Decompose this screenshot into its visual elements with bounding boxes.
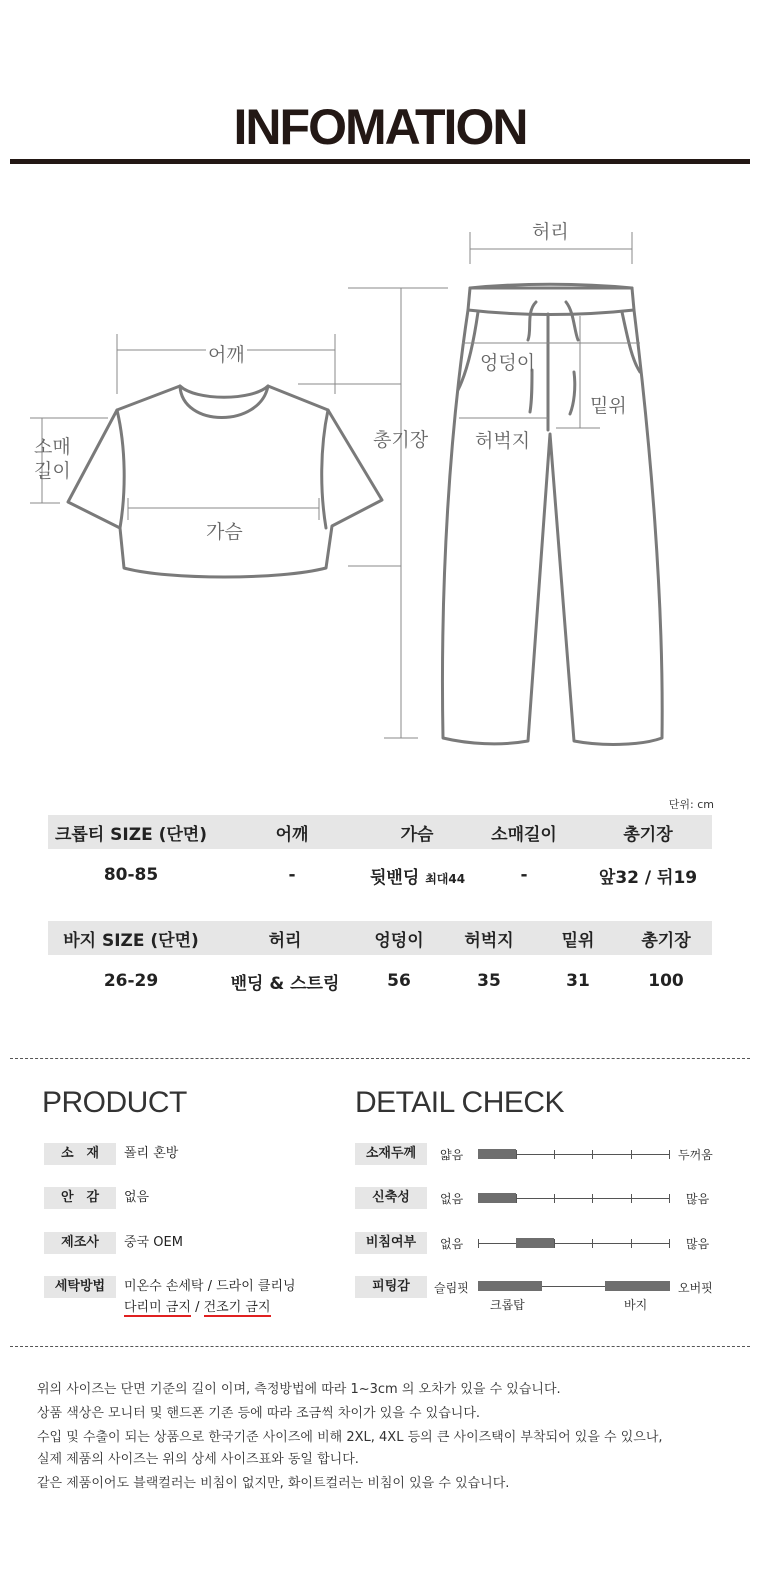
table-header-cell: 바지 SIZE (단면) [48, 921, 214, 955]
washing-warnings [124, 1297, 271, 1318]
lining-value: 없음 [124, 1190, 150, 1205]
thickness-right-label: 두꺼움 [678, 1148, 713, 1162]
fit-right-label: 오버핏 [678, 1281, 713, 1295]
see-through-right-label: 많음 [686, 1237, 710, 1251]
table-header-row [48, 815, 712, 849]
fit-crop-top-indicator [478, 1281, 542, 1291]
note-line: 위의 사이즈는 단면 기준의 길이 이며, 측정방법에 따라 1~3cm 의 오차가 있을 수 있습니다. [37, 1382, 561, 1397]
scale-tick [631, 1239, 632, 1248]
washing-key: 세탁방법 [44, 1276, 116, 1298]
see-through-indicator [516, 1238, 554, 1248]
scale-tick [669, 1239, 670, 1248]
size-cell: 80-85 [103, 865, 159, 885]
table-header-row [48, 921, 712, 955]
sleeve-length-label-line1: 소매 [34, 436, 71, 458]
washing-value: 미온수 손세탁 / 드라이 클리닝 [124, 1279, 296, 1294]
chest-cell [370, 849, 464, 901]
chest-label: 가슴 [206, 521, 243, 543]
crop-tee-left-armhole [117, 410, 124, 528]
fit-pants-indicator [605, 1281, 670, 1291]
note-line: 같은 제품이어도 블랙컬러는 비침이 없지만, 화이트컬러는 비침이 있을 수 있습니다. [37, 1476, 510, 1491]
page-title: INFOMATION [233, 99, 527, 155]
manufacturer-key: 제조사 [44, 1232, 116, 1254]
scale-tick [669, 1150, 670, 1159]
hip-label: 엉덩이 [480, 352, 536, 374]
scale-tick [554, 1150, 555, 1159]
table-header-cell: 밑위 [536, 921, 620, 955]
pants-string-right [566, 302, 578, 414]
shoulder-label: 어깨 [206, 340, 247, 367]
warning-separator: / [190, 1300, 204, 1315]
thigh-label: 허벅지 [475, 430, 531, 452]
detail-check-heading: DETAIL CHECK [355, 1086, 565, 1119]
lining-key: 안 감 [44, 1187, 116, 1209]
fit-key: 피팅감 [355, 1276, 427, 1298]
table-header-cell: 소매길이 [464, 815, 584, 849]
product-heading: PRODUCT [42, 1086, 187, 1119]
hip-cell: 56 [387, 971, 411, 991]
table-row [48, 849, 712, 901]
note-line: 실제 제품의 사이즈는 위의 상세 사이즈표와 동일 합니다. [37, 1452, 359, 1467]
thickness-key: 소재두께 [355, 1143, 427, 1165]
thickness-left-label: 얇음 [440, 1148, 464, 1162]
no-dryer-warning: 건조기 금지 [203, 1300, 271, 1315]
sleeve-cell: - [520, 865, 528, 885]
note-line: 상품 색상은 모니터 및 핸드폰 기존 등에 따라 조금씩 차이가 있을 수 있습니다. [37, 1406, 481, 1421]
scale-tick [631, 1150, 632, 1159]
waist-cell: 밴딩 & 스트링 [230, 973, 340, 994]
scale-tick [554, 1194, 555, 1203]
chest-note: 최대44 [425, 871, 466, 886]
crop-tee-outline [68, 386, 382, 577]
divider [10, 1058, 750, 1059]
scale-tick [554, 1239, 555, 1248]
table-header-cell: 크롭티 SIZE (단면) [48, 815, 214, 849]
scale-tick [592, 1194, 593, 1203]
title-underline [10, 159, 750, 164]
elasticity-right-label: 많음 [686, 1192, 710, 1206]
note-line: 수입 및 수출이 되는 상품으로 한국기준 사이즈에 비해 2XL, 4XL 등의 큰 사이즈택이 부착되어 있을 수 있으나, [37, 1430, 663, 1445]
see-through-left-label: 없음 [440, 1237, 464, 1251]
unit-label: 단위: cm [668, 798, 714, 811]
no-iron-warning: 다리미 금지 [124, 1300, 191, 1315]
crop-tee-neckline [180, 386, 268, 397]
divider [10, 1346, 750, 1347]
crop-tee-size-table [48, 815, 712, 901]
elasticity-indicator [478, 1193, 516, 1203]
fit-left-label: 슬림핏 [434, 1281, 469, 1295]
length-cell: 100 [648, 971, 684, 991]
sleeve-length-label-line2: 길이 [34, 460, 71, 482]
table-row [48, 955, 712, 1007]
length-cell: 앞32 / 뒤19 [598, 867, 698, 888]
table-header-cell: 엉덩이 [356, 921, 442, 955]
scale-tick [516, 1150, 517, 1159]
scale-tick [478, 1239, 479, 1248]
see-through-key: 비침여부 [355, 1232, 427, 1254]
table-header-cell: 가슴 [370, 815, 464, 849]
measurement-diagram [0, 200, 770, 780]
pants-outline [442, 288, 662, 744]
size-cell: 26-29 [103, 971, 159, 991]
table-header-cell: 허벅지 [442, 921, 536, 955]
see-through-track [478, 1243, 670, 1244]
shoulder-cell: - [288, 865, 296, 885]
rise-cell: 31 [566, 971, 590, 991]
table-header-cell: 허리 [214, 921, 356, 955]
pants-size-table [48, 921, 712, 1007]
manufacturer-value: 중국 OEM [124, 1235, 183, 1250]
elasticity-left-label: 없음 [440, 1192, 464, 1206]
fit-crop-top-label: 크롭탑 [490, 1298, 525, 1312]
rise-label: 밑위 [590, 395, 627, 417]
material-value: 폴리 혼방 [124, 1146, 179, 1161]
scale-tick [516, 1194, 517, 1203]
scale-tick [592, 1239, 593, 1248]
material-key: 소 재 [44, 1143, 116, 1165]
table-header-cell: 어깨 [214, 815, 370, 849]
scale-tick [592, 1150, 593, 1159]
crop-tee-right-armhole [322, 410, 328, 528]
waist-label: 허리 [532, 221, 569, 243]
elasticity-key: 신축성 [355, 1187, 427, 1209]
fit-pants-label: 바지 [624, 1298, 648, 1312]
table-header-cell: 총기장 [584, 815, 712, 849]
thigh-cell: 35 [477, 971, 501, 991]
scale-tick [631, 1194, 632, 1203]
scale-tick [669, 1194, 670, 1203]
thickness-indicator [478, 1149, 516, 1159]
total-length-label: 총기장 [373, 429, 429, 451]
table-header-cell: 총기장 [620, 921, 712, 955]
chest-value: 뒷밴딩 [370, 867, 420, 888]
